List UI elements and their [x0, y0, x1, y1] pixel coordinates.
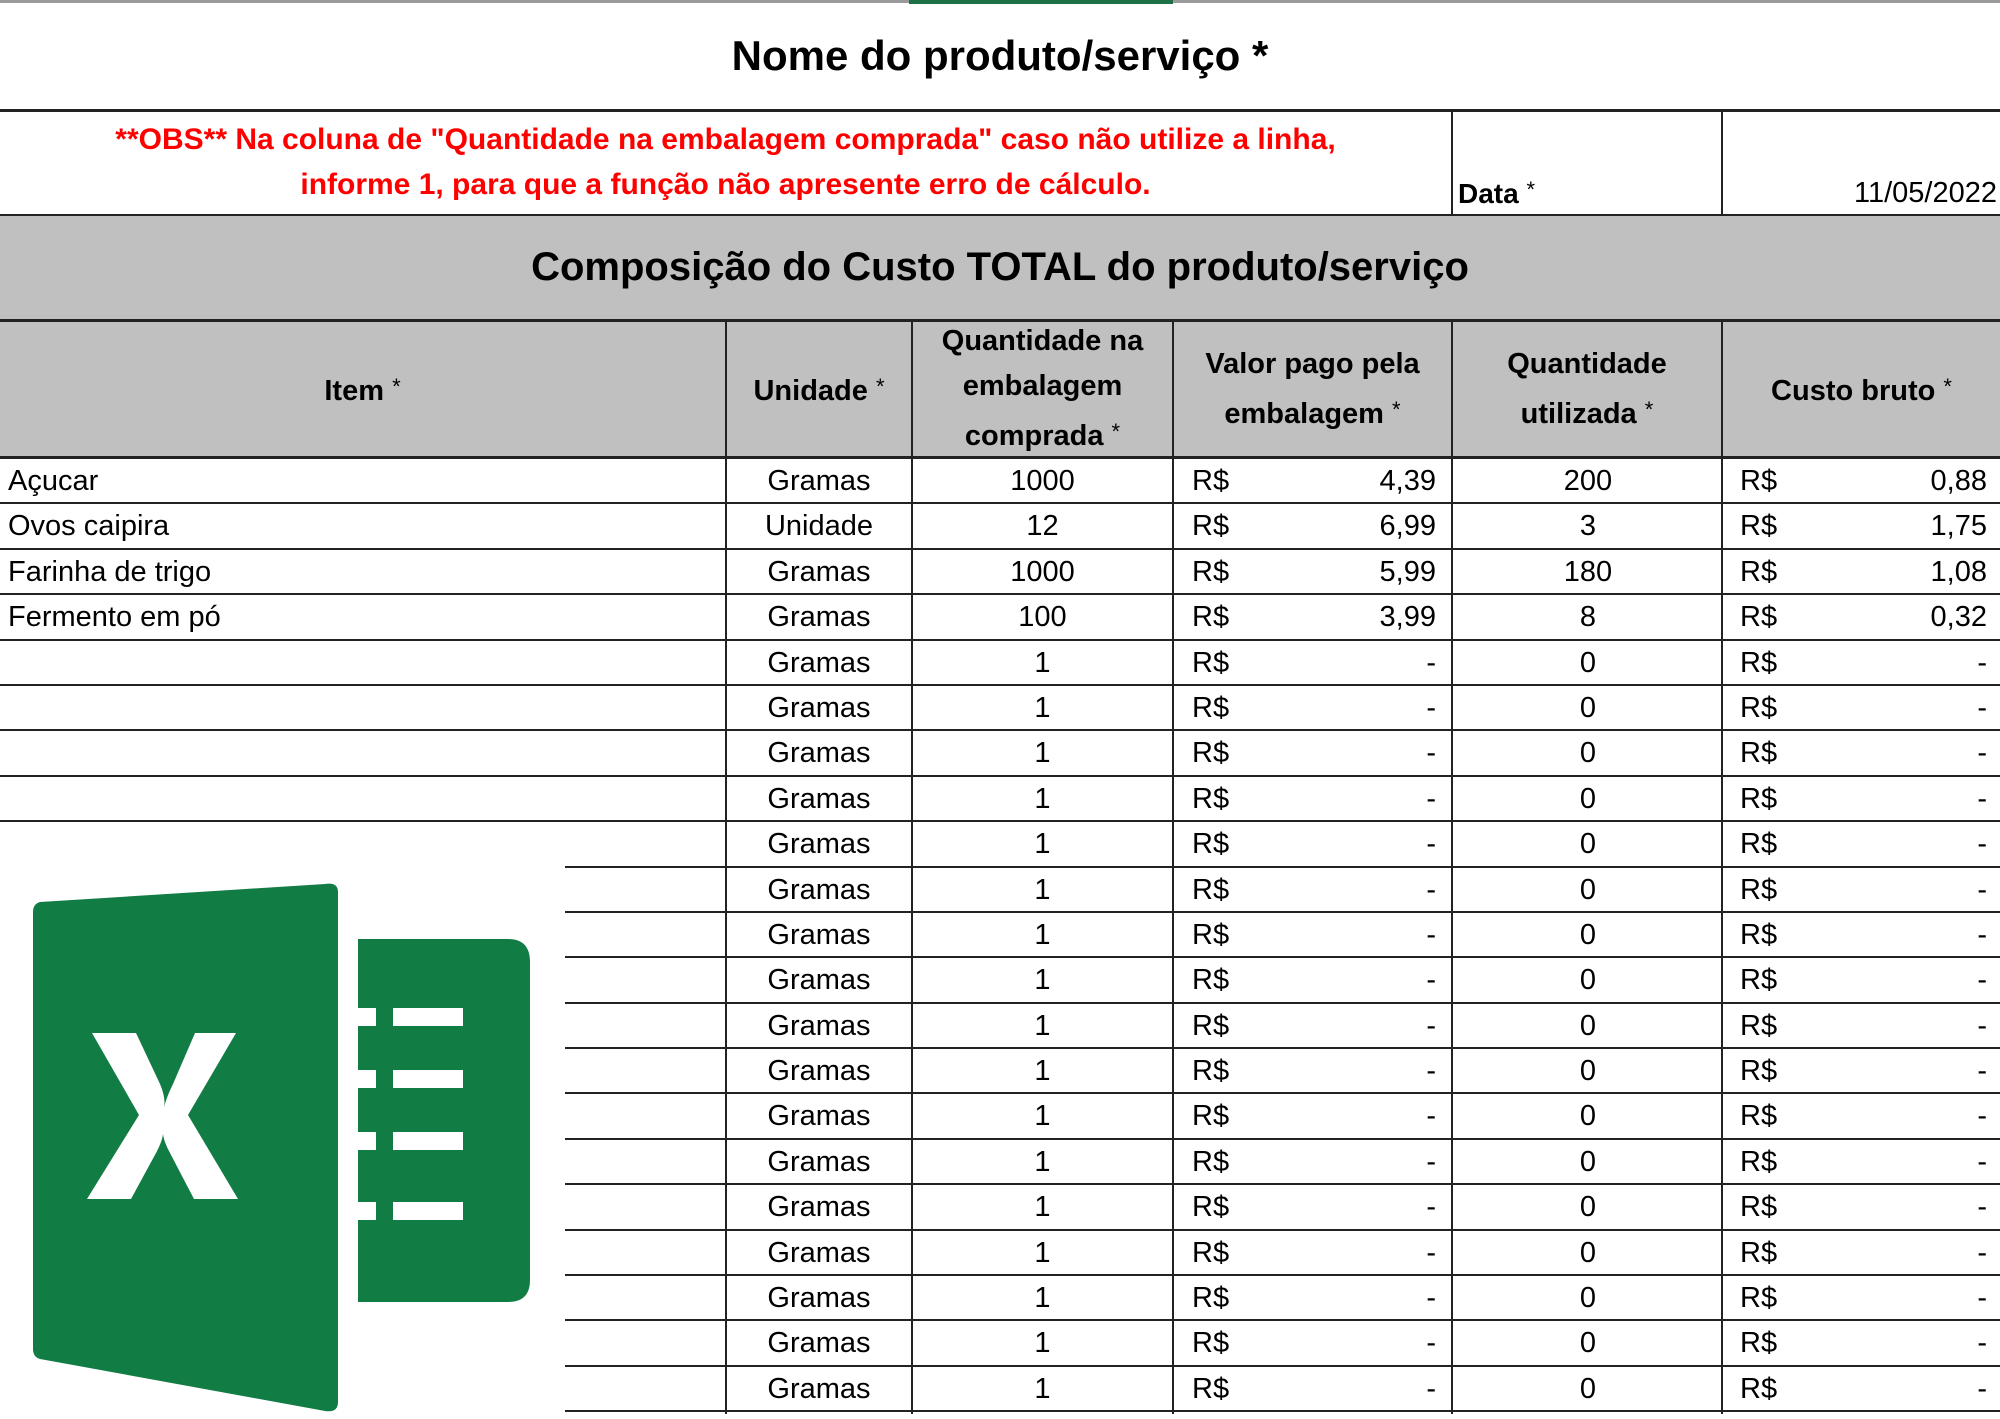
currency-label: R$	[1740, 1191, 1778, 1224]
cell-qty-package[interactable]: 1	[1034, 964, 1051, 997]
cell-cost: -	[1977, 1236, 1987, 1269]
cell-qty-package[interactable]: 1	[1034, 1327, 1051, 1360]
notice-row	[0, 110, 2000, 217]
date-value: 11/05/2022	[1854, 177, 1997, 209]
currency-label: R$	[1740, 465, 1778, 497]
table-row	[0, 686, 2000, 731]
column-header-price[interactable]: Valor pago pela embalagem *	[1205, 347, 1420, 430]
currency-label: R$	[1192, 1282, 1230, 1315]
cell-qty-used[interactable]: 0	[1579, 1282, 1597, 1315]
cell-unit[interactable]: Gramas	[767, 828, 871, 861]
cell-unit[interactable]: Gramas	[767, 1236, 871, 1269]
cell-qty-used[interactable]: 0	[1579, 918, 1597, 951]
cell-cost: -	[1977, 1100, 1987, 1133]
cell-qty-used[interactable]: 0	[1579, 1236, 1597, 1269]
cell-unit[interactable]: Gramas	[767, 1100, 871, 1133]
section-title-cell[interactable]	[0, 216, 2000, 322]
cell-cost: 1,75	[1930, 510, 1987, 543]
table-row	[0, 731, 2000, 776]
cell-qty-used[interactable]: 200	[1563, 465, 1613, 497]
cell-price[interactable]: 3,99	[1379, 601, 1436, 634]
currency-label: R$	[1740, 691, 1778, 724]
cell-qty-used[interactable]: 0	[1579, 1327, 1597, 1360]
cell-qty-used[interactable]: 0	[1579, 964, 1597, 997]
column-divider	[725, 322, 727, 1414]
cell-qty-used[interactable]: 0	[1579, 1009, 1597, 1042]
cell-qty-package[interactable]: 1	[1034, 1191, 1051, 1224]
cell-unit[interactable]: Gramas	[767, 601, 871, 634]
cell-price[interactable]: -	[1426, 873, 1436, 906]
currency-label: R$	[1740, 1327, 1778, 1360]
column-header-qty-used[interactable]: Quantidade utilizada *	[1507, 347, 1667, 430]
product-name-cell[interactable]	[0, 3, 2000, 112]
cell-qty-package[interactable]: 1	[1034, 1100, 1051, 1133]
currency-label: R$	[1192, 510, 1230, 543]
cell-cost: 0,32	[1930, 601, 1987, 634]
excel-logo-icon	[0, 862, 565, 1414]
cell-unit[interactable]: Gramas	[767, 1327, 871, 1360]
cell-qty-package[interactable]: 1	[1034, 1372, 1051, 1405]
column-divider	[1721, 322, 1723, 1414]
cell-item[interactable]: Fermento em pó	[8, 601, 221, 634]
currency-label: R$	[1192, 782, 1230, 815]
cell-unit[interactable]: Gramas	[767, 737, 871, 770]
currency-label: R$	[1192, 646, 1230, 679]
notice-cell[interactable]	[0, 110, 1451, 214]
cell-price[interactable]: -	[1426, 1191, 1436, 1224]
currency-label: R$	[1192, 918, 1230, 951]
currency-label: R$	[1192, 601, 1230, 634]
cell-unit[interactable]: Unidade	[764, 510, 874, 543]
cell-price[interactable]: -	[1426, 1055, 1436, 1088]
cell-unit[interactable]: Gramas	[767, 691, 871, 724]
cell-cost: -	[1977, 1055, 1987, 1088]
cell-qty-package[interactable]: 1	[1034, 828, 1051, 861]
cell-price[interactable]: -	[1426, 1100, 1436, 1133]
cell-price[interactable]: -	[1426, 828, 1436, 861]
column-header-item[interactable]: Item *	[324, 374, 401, 407]
currency-label: R$	[1192, 1327, 1230, 1360]
currency-label: R$	[1192, 465, 1230, 497]
cell-qty-package[interactable]: 1	[1034, 1055, 1051, 1088]
currency-label: R$	[1740, 646, 1778, 679]
cell-qty-used[interactable]: 3	[1579, 510, 1597, 543]
cell-qty-package[interactable]: 1	[1034, 1145, 1051, 1178]
currency-label: R$	[1192, 691, 1230, 724]
cell-unit[interactable]: Gramas	[767, 918, 871, 951]
currency-label: R$	[1192, 1145, 1230, 1178]
excel-logo-overlay	[0, 862, 565, 1414]
cell-cost: -	[1977, 646, 1987, 679]
cell-qty-used[interactable]: 8	[1579, 601, 1597, 634]
currency-label: R$	[1192, 555, 1230, 588]
cell-qty-package[interactable]: 1	[1034, 782, 1051, 815]
currency-label: R$	[1740, 1055, 1778, 1088]
cell-qty-package[interactable]: 1	[1034, 918, 1051, 951]
currency-label: R$	[1740, 964, 1778, 997]
currency-label: R$	[1192, 1191, 1230, 1224]
cell-unit[interactable]: Gramas	[767, 1191, 871, 1224]
cell-qty-package[interactable]: 1	[1034, 1236, 1051, 1269]
cell-item[interactable]: Ovos caipira	[8, 510, 170, 543]
cell-cost: -	[1977, 964, 1987, 997]
currency-label: R$	[1740, 1282, 1778, 1315]
currency-label: R$	[1192, 1055, 1230, 1088]
currency-label: R$	[1740, 737, 1778, 770]
table-row	[0, 641, 2000, 686]
cell-unit[interactable]: Gramas	[767, 646, 871, 679]
table-row	[0, 595, 2000, 640]
cell-cost: -	[1977, 691, 1987, 724]
cell-qty-package[interactable]: 1	[1034, 646, 1051, 679]
cell-price[interactable]: -	[1426, 646, 1436, 679]
cell-qty-package[interactable]: 100	[1018, 601, 1067, 634]
column-divider	[1451, 322, 1453, 1414]
currency-label: R$	[1740, 782, 1778, 815]
currency-label: R$	[1192, 1236, 1230, 1269]
cell-qty-used[interactable]: 0	[1579, 828, 1597, 861]
currency-label: R$	[1740, 601, 1778, 634]
cell-unit[interactable]: Gramas	[767, 782, 871, 815]
currency-label: R$	[1192, 1100, 1230, 1133]
date-label: Data *	[1458, 177, 1536, 209]
cell-price[interactable]: -	[1426, 1327, 1436, 1360]
cell-qty-used[interactable]: 0	[1579, 782, 1597, 815]
cell-price[interactable]: 5,99	[1379, 555, 1436, 588]
notice-line-1: **OBS** Na coluna de "Quantidade na embalagem comprada" caso não utilize a linha,	[115, 123, 1336, 156]
cell-cost: -	[1977, 1191, 1987, 1224]
column-header-unit[interactable]: Unidade *	[753, 374, 885, 407]
page-title: Nome do produto/serviço *	[731, 32, 1269, 79]
cell-item[interactable]: Farinha de trigo	[8, 555, 212, 588]
cell-cost: -	[1977, 1327, 1987, 1360]
cell-qty-used[interactable]: 0	[1579, 873, 1597, 906]
currency-label: R$	[1740, 1100, 1778, 1133]
cell-price[interactable]: -	[1426, 1009, 1436, 1042]
cell-unit[interactable]: Gramas	[767, 1372, 871, 1405]
cell-cost: -	[1977, 1009, 1987, 1042]
currency-label: R$	[1740, 873, 1778, 906]
cell-cost: -	[1977, 1372, 1987, 1405]
cell-qty-package[interactable]: 1000	[1010, 465, 1075, 497]
table-row	[0, 550, 2000, 595]
table-row	[0, 459, 2000, 504]
cell-cost: -	[1977, 1145, 1987, 1178]
cell-qty-used[interactable]: 0	[1579, 1055, 1597, 1088]
cell-unit[interactable]: Gramas	[767, 1282, 871, 1315]
cell-cost: -	[1977, 873, 1987, 906]
cell-price[interactable]: -	[1426, 1372, 1436, 1405]
column-header-cost[interactable]: Custo bruto *	[1771, 374, 1952, 407]
cell-qty-package[interactable]: 12	[1026, 510, 1059, 543]
table-row	[0, 504, 2000, 549]
cell-price[interactable]: -	[1426, 918, 1436, 951]
cell-qty-package[interactable]: 1	[1034, 873, 1051, 906]
currency-label: R$	[1740, 1145, 1778, 1178]
currency-label: R$	[1192, 873, 1230, 906]
column-header-qty-package[interactable]: Quantidade na embalagem comprada *	[941, 325, 1144, 452]
currency-label: R$	[1740, 555, 1778, 588]
cell-price[interactable]: -	[1426, 737, 1436, 770]
cell-qty-package[interactable]: 1	[1034, 691, 1051, 724]
cell-qty-used[interactable]: 0	[1579, 1100, 1597, 1133]
cell-qty-used[interactable]: 180	[1563, 555, 1613, 588]
table-row	[0, 777, 2000, 822]
cell-item[interactable]: Açucar	[8, 465, 99, 497]
cell-cost: -	[1977, 828, 1987, 861]
currency-label: R$	[1192, 1009, 1230, 1042]
cell-price[interactable]: -	[1426, 1145, 1436, 1178]
table-header-row	[0, 322, 2000, 459]
cell-qty-package[interactable]: 1	[1034, 1282, 1051, 1315]
cell-unit[interactable]: Gramas	[767, 465, 871, 497]
currency-label: R$	[1192, 964, 1230, 997]
cell-qty-package[interactable]: 1000	[1010, 555, 1075, 588]
cell-qty-package[interactable]: 1	[1034, 737, 1051, 770]
currency-label: R$	[1740, 1236, 1778, 1269]
notice-line-2: informe 1, para que a função não apresente erro de cálculo.	[300, 168, 1151, 201]
cell-price[interactable]: 6,99	[1379, 510, 1436, 543]
currency-label: R$	[1740, 510, 1778, 543]
date-value-cell[interactable]	[1723, 110, 2000, 214]
currency-label: R$	[1740, 1009, 1778, 1042]
cell-unit[interactable]: Gramas	[767, 873, 871, 906]
cell-price[interactable]: -	[1426, 964, 1436, 997]
cell-unit[interactable]: Gramas	[767, 1009, 871, 1042]
cell-price[interactable]: -	[1426, 782, 1436, 815]
currency-label: R$	[1192, 737, 1230, 770]
cell-price[interactable]: 4,39	[1379, 465, 1436, 497]
cell-unit[interactable]: Gramas	[767, 1145, 871, 1178]
cell-qty-used[interactable]: 0	[1579, 691, 1597, 724]
cell-qty-used[interactable]: 0	[1579, 1191, 1597, 1224]
cell-unit[interactable]: Gramas	[767, 964, 871, 997]
cell-price[interactable]: -	[1426, 1282, 1436, 1315]
currency-label: R$	[1192, 1372, 1230, 1405]
cell-cost: -	[1977, 737, 1987, 770]
currency-label: R$	[1740, 1372, 1778, 1405]
cell-qty-package[interactable]: 1	[1034, 1009, 1051, 1042]
cell-cost: 1,08	[1930, 555, 1987, 588]
cell-qty-used[interactable]: 0	[1579, 737, 1597, 770]
section-title: Composição do Custo TOTAL do produto/serviço	[531, 245, 1469, 289]
cell-cost: -	[1977, 782, 1987, 815]
cell-price[interactable]: -	[1426, 1236, 1436, 1269]
cell-qty-used[interactable]: 0	[1579, 1145, 1597, 1178]
cell-unit[interactable]: Gramas	[767, 555, 871, 588]
table-row	[0, 822, 2000, 867]
cell-price[interactable]: -	[1426, 691, 1436, 724]
currency-label: R$	[1740, 828, 1778, 861]
currency-label: R$	[1740, 918, 1778, 951]
cell-qty-used[interactable]: 0	[1579, 1372, 1597, 1405]
cell-cost: -	[1977, 1282, 1987, 1315]
cell-unit[interactable]: Gramas	[767, 1055, 871, 1088]
currency-label: R$	[1192, 828, 1230, 861]
column-divider	[1172, 322, 1174, 1414]
cell-cost: -	[1977, 918, 1987, 951]
column-divider	[911, 322, 913, 1414]
cell-qty-used[interactable]: 0	[1579, 646, 1597, 679]
cell-cost: 0,88	[1930, 465, 1987, 497]
date-label-cell[interactable]	[1453, 110, 1721, 214]
